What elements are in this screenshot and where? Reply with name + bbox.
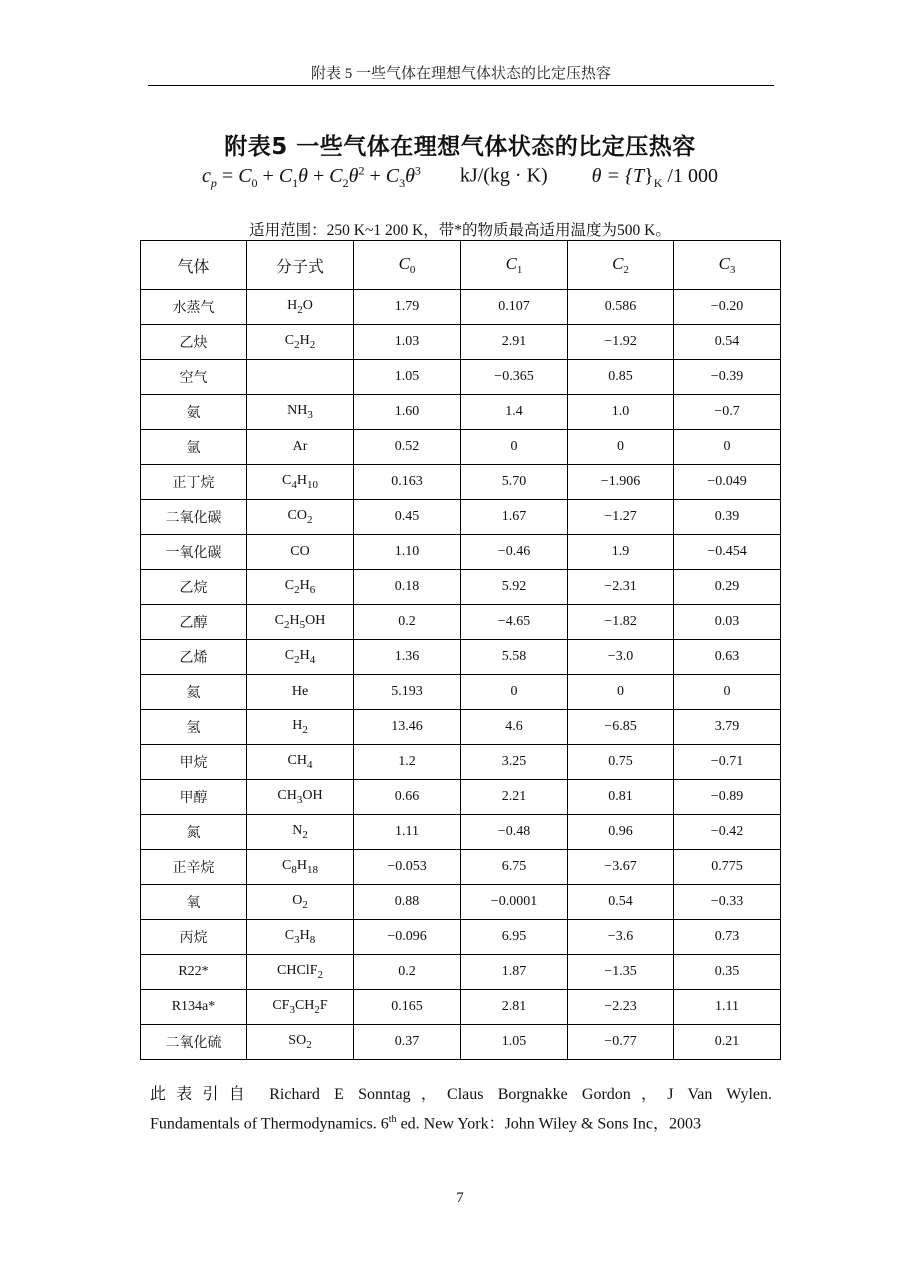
citation-line-2: Fundamentals of Thermodynamics. 6th ed. New York：John Wiley & Sons Inc，2003 (150, 1114, 701, 1133)
cell-c1: −0.48 (461, 815, 568, 850)
cell-c1: 6.75 (461, 850, 568, 885)
cell-c2: −1.906 (568, 465, 674, 500)
cell-c2: −1.82 (568, 605, 674, 640)
header-c3: $C_3$ (674, 241, 781, 290)
cell-c3: 0 (674, 430, 781, 465)
cell-c3: −0.454 (674, 535, 781, 570)
table-row (141, 290, 781, 325)
cell-formula: $H_2O$ (247, 290, 354, 325)
cell-formula: $CH_4$ (247, 745, 354, 780)
cell-c1: 0 (461, 430, 568, 465)
cell-c3: 0 (674, 675, 781, 710)
cell-formula: $CF_3CH_2F$ (247, 990, 354, 1025)
cell-c3: 0.29 (674, 570, 781, 605)
table-row (141, 815, 781, 850)
cell-c1: 5.92 (461, 570, 568, 605)
table-row (141, 1025, 781, 1060)
cell-c0: 0.165 (354, 990, 461, 1025)
cell-formula: $SO_2$ (247, 1025, 354, 1060)
cell-c0: −0.053 (354, 850, 461, 885)
cell-c1: 2.21 (461, 780, 568, 815)
table-row (141, 500, 781, 535)
cell-c1: 5.70 (461, 465, 568, 500)
theta-definition: $\theta = \{T\}_K$ /1 000 (591, 164, 718, 190)
cell-c3: 0.63 (674, 640, 781, 675)
cell-gas: 乙烷 (141, 570, 247, 605)
cell-c2: 0 (568, 675, 674, 710)
cell-c3: 0.39 (674, 500, 781, 535)
cell-c2: 0.54 (568, 885, 674, 920)
cell-c3: 0.03 (674, 605, 781, 640)
cell-c1: 1.67 (461, 500, 568, 535)
cell-c2: −1.35 (568, 955, 674, 990)
cell-c2: 1.9 (568, 535, 674, 570)
cell-c2: 0.75 (568, 745, 674, 780)
header-gas: 气体 (141, 241, 247, 290)
cell-gas: 二氧化碳 (141, 500, 247, 535)
cell-c3: −0.71 (674, 745, 781, 780)
cell-formula: $O_2$ (247, 885, 354, 920)
cell-c3: −0.7 (674, 395, 781, 430)
cell-gas: 正丁烷 (141, 465, 247, 500)
cell-c1: 6.95 (461, 920, 568, 955)
cell-c2: −6.85 (568, 710, 674, 745)
cell-formula: $H_2$ (247, 710, 354, 745)
cell-formula: $C_2H_5OH$ (247, 605, 354, 640)
cell-formula: $C_2H_4$ (247, 640, 354, 675)
cell-c2: 0 (568, 430, 674, 465)
cell-c1: 1.87 (461, 955, 568, 990)
cell-c1: 0.107 (461, 290, 568, 325)
cell-c3: −0.20 (674, 290, 781, 325)
cell-c0: 5.193 (354, 675, 461, 710)
table-row (141, 850, 781, 885)
cell-c2: 0.81 (568, 780, 674, 815)
table-row (141, 675, 781, 710)
table-row (141, 710, 781, 745)
citation-line-1: 此表引自 Richard E Sonntag，Claus Borgnakke Gordon，J Van Wylen. (150, 1086, 772, 1103)
cell-c1: 1.05 (461, 1025, 568, 1060)
formula-equation: $c_p = C_0 + C_1\theta + C_2\theta^2 + C_3\theta^3$ (202, 163, 421, 190)
citation (150, 1082, 772, 1136)
cell-c1: 2.91 (461, 325, 568, 360)
cell-c2: 0.96 (568, 815, 674, 850)
cell-formula: Ar (247, 430, 354, 465)
cell-c1: 3.25 (461, 745, 568, 780)
cell-gas: 乙醇 (141, 605, 247, 640)
cell-formula (247, 360, 354, 395)
cell-c0: 0.45 (354, 500, 461, 535)
cell-formula: $C_3H_8$ (247, 920, 354, 955)
cell-gas: 乙烯 (141, 640, 247, 675)
cell-c1: −0.365 (461, 360, 568, 395)
cell-c2: 0.85 (568, 360, 674, 395)
table-row (141, 325, 781, 360)
formula-unit: kJ/(kg · K) (459, 164, 548, 187)
cell-c3: 3.79 (674, 710, 781, 745)
cell-gas: 氮 (141, 815, 247, 850)
cell-c0: −0.096 (354, 920, 461, 955)
cell-c3: −0.33 (674, 885, 781, 920)
table-row (141, 465, 781, 500)
cell-c2: −2.23 (568, 990, 674, 1025)
cell-c3: −0.39 (674, 360, 781, 395)
cell-gas: 甲醇 (141, 780, 247, 815)
header-formula: 分子式 (247, 241, 354, 290)
header-c1: $C_1$ (461, 241, 568, 290)
table-row (141, 605, 781, 640)
cell-c3: 0.73 (674, 920, 781, 955)
cell-c0: 0.52 (354, 430, 461, 465)
cell-c3: −0.89 (674, 780, 781, 815)
cell-c3: 0.54 (674, 325, 781, 360)
cell-c1: 2.81 (461, 990, 568, 1025)
cell-formula: CHClF$_2$ (247, 955, 354, 990)
table-row (141, 395, 781, 430)
cell-c0: 0.66 (354, 780, 461, 815)
cell-c0: 1.10 (354, 535, 461, 570)
cell-gas: 二氧化硫 (141, 1025, 247, 1060)
cell-gas: 水蒸气 (141, 290, 247, 325)
cell-gas: R22* (141, 955, 247, 990)
cell-c2: 0.586 (568, 290, 674, 325)
table-row (141, 920, 781, 955)
cell-c0: 0.37 (354, 1025, 461, 1060)
cell-c1: 4.6 (461, 710, 568, 745)
cell-c0: 1.36 (354, 640, 461, 675)
cell-gas: 空气 (141, 360, 247, 395)
cell-c1: 5.58 (461, 640, 568, 675)
cell-formula: $C_2H_2$ (247, 325, 354, 360)
heat-capacity-formula (0, 163, 920, 191)
cell-formula: $C_8H_{18}$ (247, 850, 354, 885)
table-row (141, 955, 781, 990)
page-number: 7 (456, 1190, 464, 1206)
table-row (141, 885, 781, 920)
cell-c3: 0.35 (674, 955, 781, 990)
cell-c1: −0.46 (461, 535, 568, 570)
cell-formula: $C_4H_{10}$ (247, 465, 354, 500)
cell-c3: 0.21 (674, 1025, 781, 1060)
table-row (141, 570, 781, 605)
cell-formula: $CO_2$ (247, 500, 354, 535)
cell-formula: $CH_3OH$ (247, 780, 354, 815)
cell-c0: 1.11 (354, 815, 461, 850)
cell-c0: 1.03 (354, 325, 461, 360)
cell-c2: −3.67 (568, 850, 674, 885)
table-row (141, 430, 781, 465)
header-c2: $C_2$ (568, 241, 674, 290)
cell-gas: 氧 (141, 885, 247, 920)
cell-c0: 1.05 (354, 360, 461, 395)
header-c0: $C_0$ (354, 241, 461, 290)
cell-c0: 0.2 (354, 605, 461, 640)
cell-c1: 1.4 (461, 395, 568, 430)
cell-gas: 氦 (141, 675, 247, 710)
cell-gas: 一氧化碳 (141, 535, 247, 570)
cell-gas: 乙炔 (141, 325, 247, 360)
cell-formula: $C_2H_6$ (247, 570, 354, 605)
header-rule (148, 85, 774, 86)
page-title: 附表5 一些气体在理想气体状态的比定压热容 (224, 134, 696, 160)
cell-gas: 丙烷 (141, 920, 247, 955)
cell-c1: −0.0001 (461, 885, 568, 920)
cell-gas: 氨 (141, 395, 247, 430)
table-row (141, 780, 781, 815)
running-header: 附表 5 一些气体在理想气体状态的比定压热容 (310, 66, 611, 82)
table-body (141, 290, 781, 1060)
cell-gas: 氢 (141, 710, 247, 745)
cell-c0: 1.60 (354, 395, 461, 430)
cell-c0: 0.163 (354, 465, 461, 500)
table-row (141, 745, 781, 780)
cell-gas: 甲烷 (141, 745, 247, 780)
table-row (141, 990, 781, 1025)
cell-c3: 0.775 (674, 850, 781, 885)
cell-c1: −4.65 (461, 605, 568, 640)
cell-c0: 0.18 (354, 570, 461, 605)
cell-formula: $NH_3$ (247, 395, 354, 430)
cell-gas: 氩 (141, 430, 247, 465)
cell-gas: 正辛烷 (141, 850, 247, 885)
cell-c3: −0.42 (674, 815, 781, 850)
table-row (141, 640, 781, 675)
applicable-range-note: 适用范围：250 K~1 200 K，带*的物质最高适用温度为500 K。 (249, 222, 671, 239)
cell-c2: −3.6 (568, 920, 674, 955)
table-header-row (141, 241, 781, 290)
heat-capacity-table (140, 240, 781, 1060)
cell-formula: $N_2$ (247, 815, 354, 850)
table-row (141, 360, 781, 395)
cell-c0: 1.79 (354, 290, 461, 325)
cell-c2: −3.0 (568, 640, 674, 675)
cell-c0: 1.2 (354, 745, 461, 780)
cell-c2: 1.0 (568, 395, 674, 430)
cell-c2: −0.77 (568, 1025, 674, 1060)
cell-c0: 13.46 (354, 710, 461, 745)
cell-c0: 0.88 (354, 885, 461, 920)
cell-c2: −2.31 (568, 570, 674, 605)
cell-c1: 0 (461, 675, 568, 710)
cell-c3: 1.11 (674, 990, 781, 1025)
table-row (141, 535, 781, 570)
cell-formula: CO (247, 535, 354, 570)
cell-c2: −1.27 (568, 500, 674, 535)
cell-c2: −1.92 (568, 325, 674, 360)
cell-gas: R134a* (141, 990, 247, 1025)
cell-formula: He (247, 675, 354, 710)
cell-c3: −0.049 (674, 465, 781, 500)
cell-c0: 0.2 (354, 955, 461, 990)
